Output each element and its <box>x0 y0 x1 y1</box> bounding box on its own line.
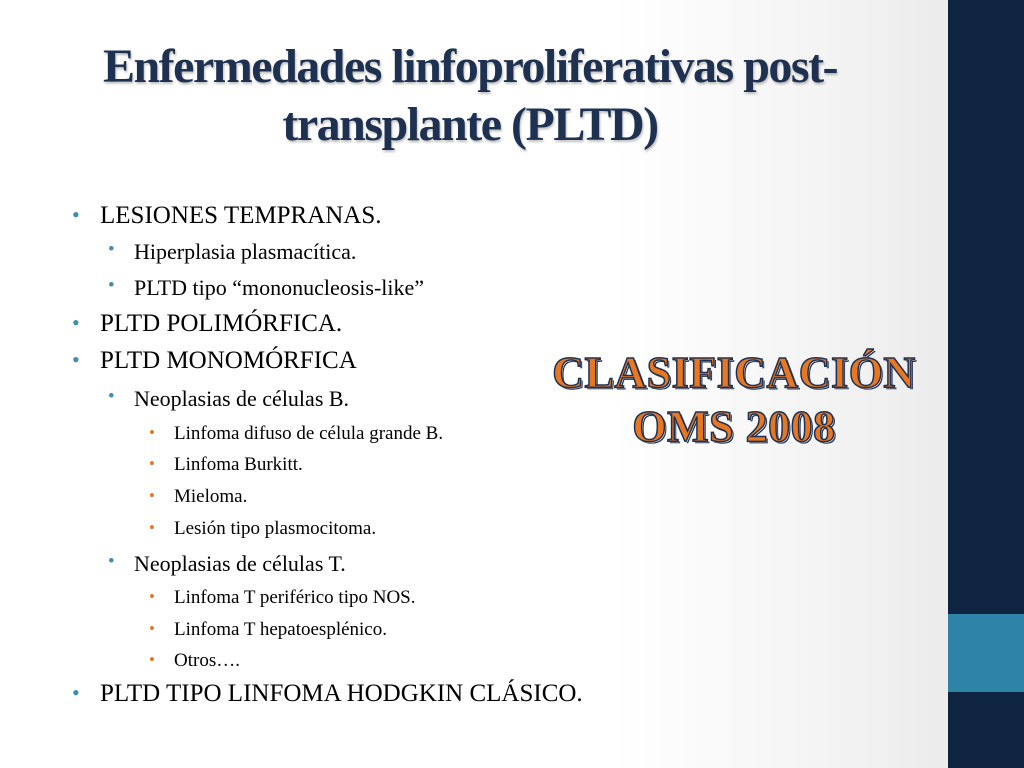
sidebar-dark-band <box>948 0 1024 614</box>
bullet-icon: • <box>108 275 115 296</box>
list-item-text: LESIONES TEMPRANAS. <box>100 202 382 229</box>
bullet-icon: • <box>149 650 155 669</box>
list-item <box>108 275 425 301</box>
bullet-icon: • <box>149 423 155 442</box>
list-item-text: PLTD MONOMÓRFICA <box>100 347 357 374</box>
bullet-icon: • <box>149 454 155 473</box>
bullet-icon: • <box>108 551 115 572</box>
slide-title-line-2: transplante (PLTD) <box>282 98 658 151</box>
bullet-icon: • <box>149 587 155 606</box>
list-item-text: PLTD TIPO LINFOMA HODGKIN CLÁSICO. <box>100 680 583 707</box>
bullet-icon: • <box>72 347 80 372</box>
list-item <box>149 587 416 609</box>
list-item-text: Neoplasias de células T. <box>134 551 346 576</box>
list-item <box>149 454 303 476</box>
list-item-text: Linfoma T hepatoesplénico. <box>174 619 387 640</box>
list-item-text: Linfoma difuso de célula grande B. <box>174 423 444 444</box>
list-item <box>72 310 343 338</box>
list-item <box>149 486 248 508</box>
list-item <box>108 239 357 265</box>
list-item <box>149 518 377 540</box>
callout-line-2: OMS 2008 <box>632 402 836 451</box>
list-item <box>149 423 444 445</box>
classification-callout <box>542 346 926 454</box>
bullet-icon: • <box>108 386 115 407</box>
list-item <box>72 202 382 230</box>
callout-line-1: CLASIFICACIÓN <box>552 348 916 397</box>
list-item-text: Linfoma Burkitt. <box>174 454 303 475</box>
bullet-icon: • <box>72 310 80 335</box>
list-item <box>108 386 350 412</box>
list-item-text: Linfoma T periférico tipo NOS. <box>174 587 416 608</box>
bullet-icon: • <box>149 619 155 638</box>
list-item-text: PLTD tipo “mononucleosis-like” <box>134 275 425 300</box>
list-item <box>149 650 240 672</box>
list-item <box>72 680 583 708</box>
list-item-text: Mieloma. <box>174 486 248 507</box>
sidebar-accent-band <box>948 614 1024 692</box>
list-item-text: Otros…. <box>174 650 240 671</box>
bullet-icon: • <box>72 680 80 705</box>
bullet-icon: • <box>149 518 155 537</box>
list-item-text: Lesión tipo plasmocitoma. <box>174 518 377 539</box>
bullet-icon: • <box>72 202 80 227</box>
bullet-icon: • <box>108 239 115 260</box>
bullet-icon: • <box>149 486 155 505</box>
list-item-text: Neoplasias de células B. <box>134 386 350 411</box>
sidebar-dark-band-bottom <box>948 692 1024 768</box>
list-item <box>108 551 346 577</box>
list-item <box>149 619 387 641</box>
list-item-text: Hiperplasia plasmacítica. <box>134 239 357 264</box>
slide-title-line-1: Enfermedades linfoproliferativas post- <box>102 40 838 93</box>
list-item <box>72 347 357 375</box>
list-item-text: PLTD POLIMÓRFICA. <box>100 310 343 337</box>
